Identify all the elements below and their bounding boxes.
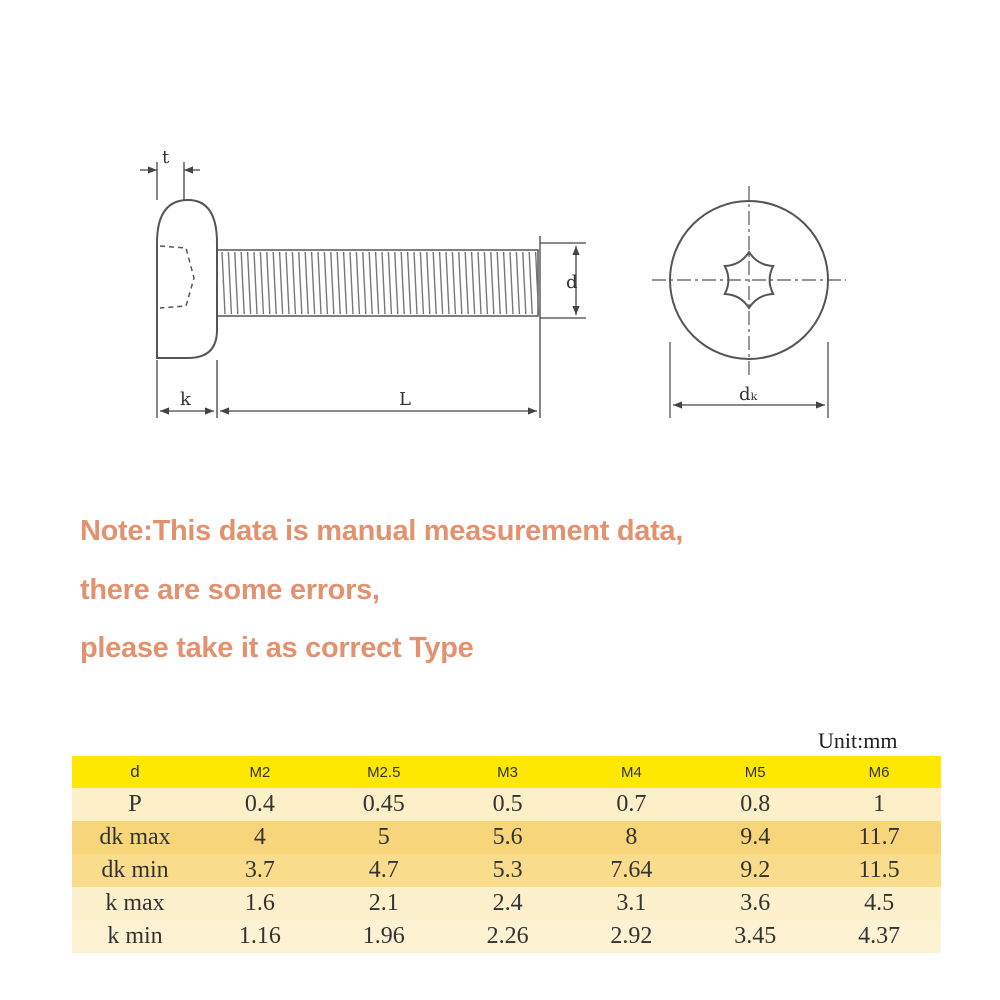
table-cell: 1.6 [198, 887, 322, 920]
table-cell: 1.96 [322, 920, 446, 953]
table-cell: 7.64 [569, 854, 693, 887]
table-cell: 4.7 [322, 854, 446, 887]
row-label-cell: k max [72, 887, 198, 920]
table-cell: 0.45 [322, 788, 446, 821]
table-cell: 4 [198, 821, 322, 854]
table-header-cell: M6 [817, 756, 941, 788]
table-cell: 2.92 [569, 920, 693, 953]
label-dk: dₖ [739, 384, 758, 405]
table-cell: 11.5 [817, 854, 941, 887]
table-cell: 0.8 [693, 788, 817, 821]
recess-hidden-lines [160, 246, 194, 308]
note-line-1: Note:This data is manual measurement data, [80, 515, 684, 547]
spec-table [72, 756, 941, 953]
dimension-lines [140, 162, 586, 418]
table-cell: 2.26 [446, 920, 570, 953]
thread-lines [222, 252, 539, 314]
table-cell: 3.7 [198, 854, 322, 887]
table-header-cell: M4 [569, 756, 693, 788]
table-cell: 9.2 [693, 854, 817, 887]
note-line-2: there are some errors, [80, 574, 380, 606]
table-cell: 3.6 [693, 887, 817, 920]
table-cell: 1.16 [198, 920, 322, 953]
table-row [72, 887, 941, 920]
table-cell: 0.4 [198, 788, 322, 821]
table-cell: 2.4 [446, 887, 570, 920]
screw-side-view [157, 200, 539, 358]
table-cell: 5 [322, 821, 446, 854]
table-row [72, 821, 941, 854]
table-cell: 0.7 [569, 788, 693, 821]
table-cell: 5.3 [446, 854, 570, 887]
table-cell: 5.6 [446, 821, 570, 854]
table-cell: 1 [817, 788, 941, 821]
row-label-cell: dk min [72, 854, 198, 887]
table-cell: 9.4 [693, 821, 817, 854]
table-row [72, 788, 941, 821]
table-header-cell: M3 [446, 756, 570, 788]
screw-head-outline [157, 200, 217, 358]
screw-drawing [0, 0, 1000, 470]
label-k: k [180, 389, 191, 410]
table-cell: 4.37 [817, 920, 941, 953]
unit-label: Unit:mm [818, 728, 898, 753]
table-cell: 3.45 [693, 920, 817, 953]
label-L: L [399, 389, 411, 410]
table-header-cell: d [72, 756, 198, 788]
table-row [72, 854, 941, 887]
table-header-cell: M2 [198, 756, 322, 788]
label-d: d [566, 272, 578, 293]
table-header-cell: M5 [693, 756, 817, 788]
table-cell: 8 [569, 821, 693, 854]
note-line-3: please take it as correct Type [80, 632, 474, 664]
table-cell: 11.7 [817, 821, 941, 854]
table-header-cell: M2.5 [322, 756, 446, 788]
table-cell: 2.1 [322, 887, 446, 920]
row-label-cell: k min [72, 920, 198, 953]
row-label-cell: dk max [72, 821, 198, 854]
table-header-row [72, 756, 941, 788]
row-label-cell: P [72, 788, 198, 821]
table-row [72, 920, 941, 953]
table-cell: 4.5 [817, 887, 941, 920]
table-cell: 3.1 [569, 887, 693, 920]
label-t: t [162, 147, 170, 168]
table-cell: 0.5 [446, 788, 570, 821]
